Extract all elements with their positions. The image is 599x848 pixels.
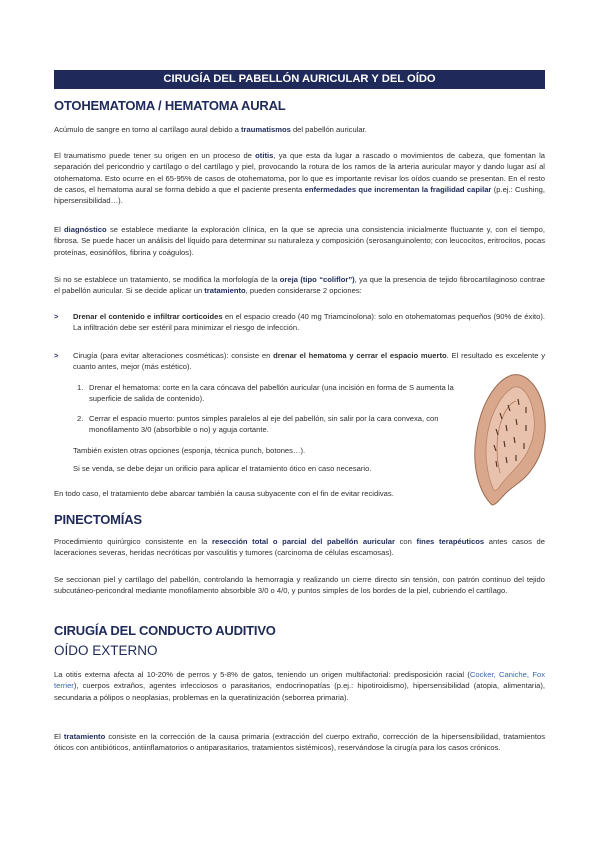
paragraph-bandage-note: Si se venda, se debe dejar un orificio para aplicar el tratamiento ótico en caso necesario. — [73, 464, 372, 473]
paragraph-otitis: La otitis externa afecta al 10-20% de perros y 5-8% de gatos, teniendo un origen multifactorial: predisposición racial (Cocker, Caniche, Fox terrier), cuerpos extraños, agentes infecciosos o parasitarios, endocrinopatías (p.ej.: hipotiroidismo), hipersensibilidad (atopia, alimentaria), secundaria a pólipos o neoplasias, problemas en la queratinización (seborrea primaria). — [54, 670, 545, 702]
paragraph-origin: El traumatismo puede tener su origen en un proceso de otitis, ya que esta da lugar a rascado o movimientos de cabeza, que fomentan la separación del pericondrio y cartílago o del cartílago y piel, provocando la rotura de los ramos de la arteria auricular mayor y dando lugar así al otohematoma. Esto ocurre en el 65-95% de casos de otohematoma, por lo que es importante revisar los oídos cuando se presentan. En el resto de casos, el hematoma aural se forma debido a que el paciente presenta enfermedades que incrementan la fragilidad capilar (p.ej.: Cushing, hipersensibilidad…). — [54, 151, 546, 206]
page-banner: CIRUGÍA DEL PABELLÓN AURICULAR Y DEL OÍDO — [54, 70, 545, 89]
section-title-pinectomias: PINECTOMÍAS — [54, 512, 142, 527]
list-number: 2. — [77, 414, 84, 423]
paragraph-pinectomy-definition: Procedimiento quirúrgico consistente en la resección total o parcial del pabellón auricular con fines terapéuticos antes casos de laceraciones severas, heridas necróticas por vasculitis y tumores (carcinoma de células escamosas). — [54, 537, 545, 558]
bullet-chevron-icon: > — [54, 351, 59, 360]
subsection-title-oido-externo: OÍDO EXTERNO — [54, 643, 158, 658]
paragraph-treatment-intro: Si no se establece un tratamiento, se modifica la morfología de la oreja (tipo “coliflor”), ya que la presencia de tejido fibrocartilaginoso contrae el pabellón auricular. Si se decide aplicar un tratamiento, pueden considerarse 2 opciones: — [54, 275, 545, 296]
paragraph-otitis-treatment: El tratamiento consiste en la corrección de la causa primaria (extracción del cuerpo extraño, corrección de la hipersensibilidad, tratamientos óticos con antibióticos, antiinflamatorios o antiparasitarios, tratamientos sistémicos), reservándose la cirugía para los casos crónicos. — [54, 732, 545, 753]
paragraph-pinectomy-technique: Se seccionan piel y cartílago del pabellón, controlando la hemorragia y realizando un cierre directo sin tensión, con patrón continuo del tejido subcutáneo-pericondral mediante monofilamento absorbible 3/0 o 4/0, y puntos simples de los bordes de la piel, cubriendo el cartílago. — [54, 575, 545, 596]
paragraph-recurrence: En todo caso, el tratamiento debe abarcar también la causa subyacente con el fin de evitar recidivas. — [54, 489, 394, 498]
paragraph-definition: Acúmulo de sangre en torno al cartílago aural debido a traumatismos del pabellón auricular. — [54, 125, 367, 134]
section-title-conducto-auditivo: CIRUGÍA DEL CONDUCTO AUDITIVO — [54, 623, 276, 638]
list-item-drain-step: Drenar el hematoma: corte en la cara cóncava del pabellón auricular (una incisión en forma de S aumenta la superficie de salida de contenido). — [89, 383, 454, 404]
list-number: 1. — [77, 383, 84, 392]
bullet-chevron-icon: > — [54, 312, 59, 321]
bullet-surgery: Cirugía (para evitar alteraciones cosméticas): consiste en drenar el hematoma y cerrar el espacio muerto. El resultado es excelente y cuanto antes, mejor (más estético). — [73, 351, 545, 372]
bullet-drain: Drenar el contenido e infiltrar corticoides en el espacio creado (40 mg Triamcinolona): solo en otohematomas pequeños (90% de éxito). La infiltración debe ser estéril para minimizar el riesgo de infección. — [73, 312, 545, 333]
paragraph-diagnosis: El diagnóstico se establece mediante la exploración clínica, en la que se aprecia una consistencia inicialmente fluctuante y, con el tiempo, fibrosa. Se puede hacer un análisis del líquido para determinar su naturaleza y composición (serosanguinolento; con leucocitos, eritrocitos, pocas proteínas, eosinófilos, fibrina y coágulos). — [54, 225, 545, 257]
paragraph-other-options: También existen otras opciones (esponja, técnica punch, botones…). — [73, 446, 306, 455]
section-title-otohematoma: OTOHEMATOMA / HEMATOMA AURAL — [54, 98, 286, 113]
list-item-close-step: Cerrar el espacio muerto: puntos simples paralelos al eje del pabellón, sin salir por la cara convexa, con monofilamento 3/0 (absorbible o no) y aguja cortante. — [89, 414, 439, 435]
